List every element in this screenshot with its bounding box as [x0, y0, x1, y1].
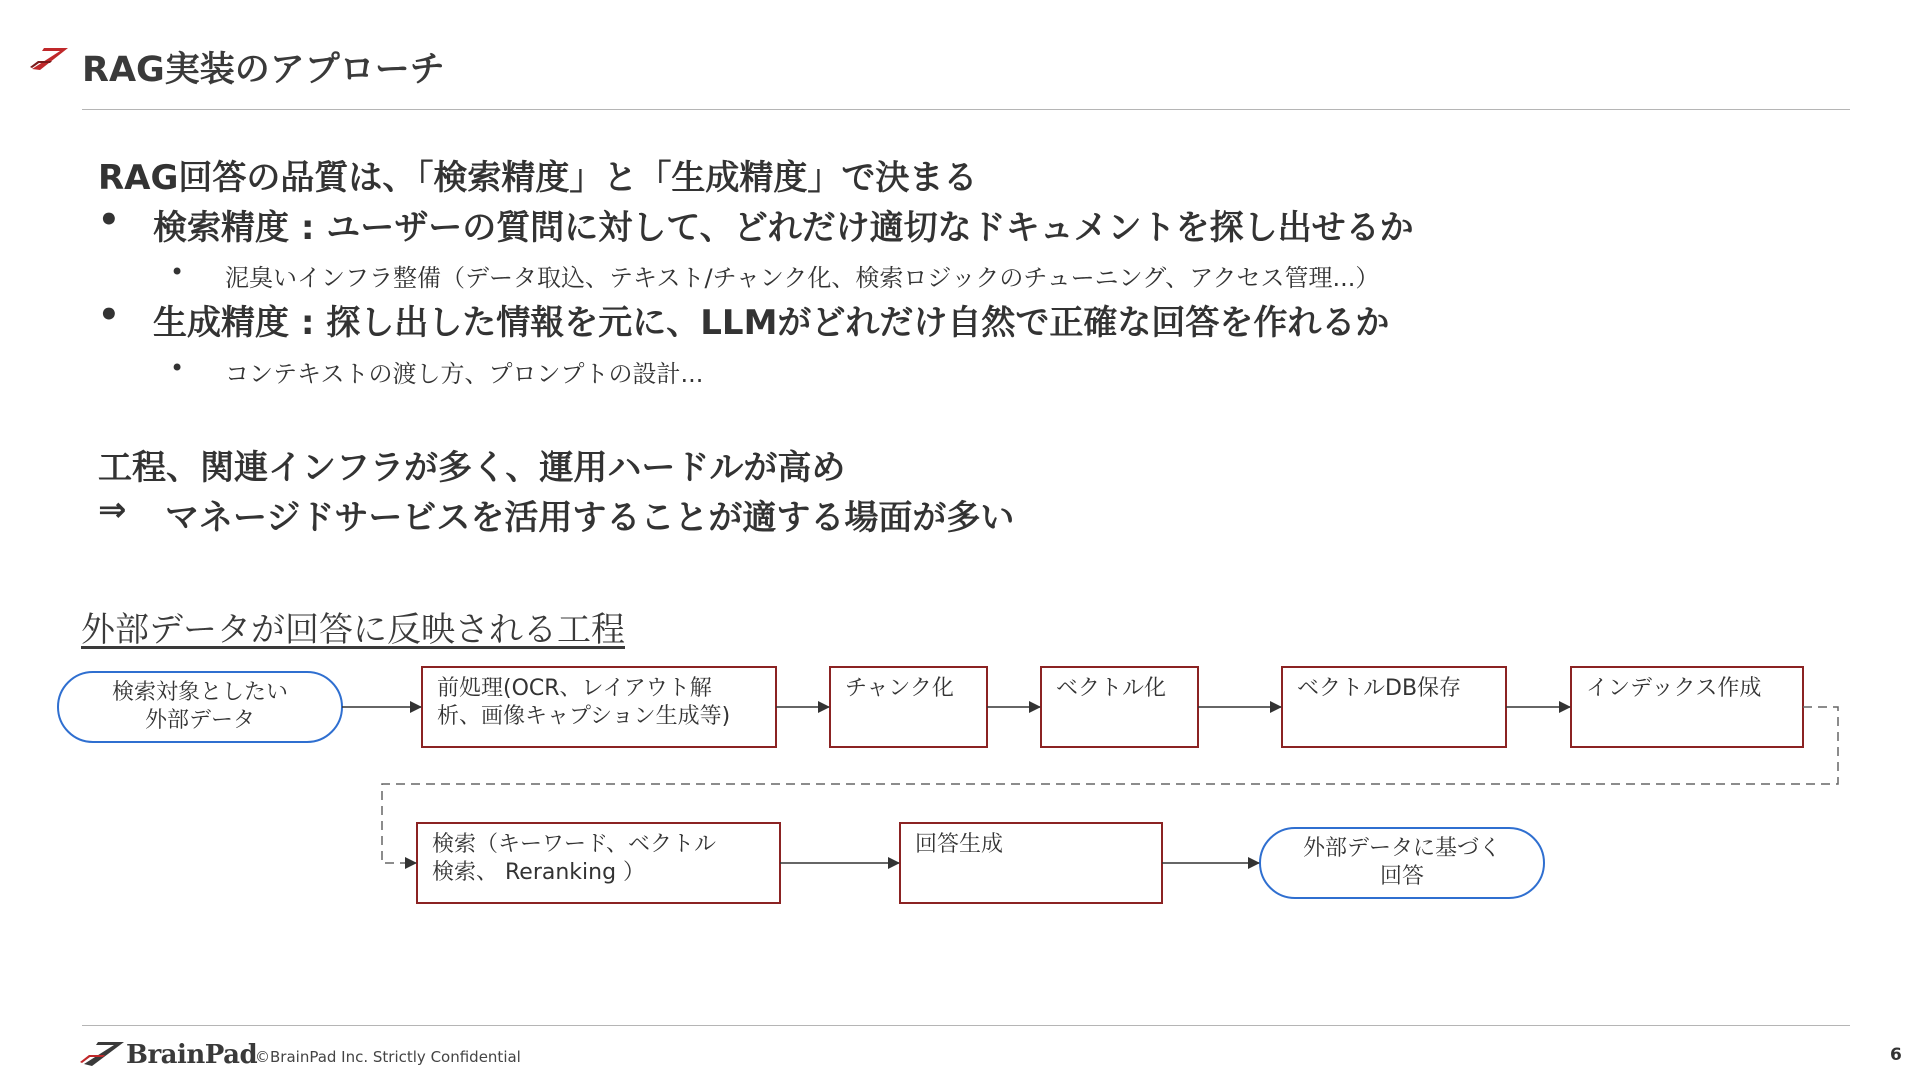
sub-bullet-infra: 泥臭いインフラ整備（データ取込、テキスト/チャンク化、検索ロジックのチューニング、アクセス管理...） [225, 264, 1380, 292]
sub-bullet-context: コンテキストの渡し方、プロンプトの設計... [225, 360, 704, 388]
footer-divider [82, 1025, 1850, 1026]
arrow-symbol: ⇒ [98, 490, 127, 530]
sub-bullet-marker: • [170, 354, 185, 382]
bullet-generation-accuracy: 生成精度 : 探し出した情報を元に、LLMがどれだけ自然で正確な回答を作れるか [153, 303, 1390, 343]
footer-copyright: ©BrainPad Inc. Strictly Confidential [255, 1048, 521, 1066]
footer-logo [80, 1040, 126, 1072]
bullet-search-accuracy: 検索精度 : ユーザーの質問に対して、どれだけ適切なドキュメントを探し出せるか [153, 208, 1414, 248]
end-node-grounded-answer: 外部データに基づく 回答 [1302, 836, 1501, 889]
sub-bullet-marker: • [170, 258, 185, 286]
step-preprocessing: 前処理(OCR、レイアウト解 析、画像キャプション生成等) [437, 676, 731, 729]
step-vectorization: ベクトル化 [1056, 676, 1167, 701]
summary-line-1: 工程、関連インフラが多く、運用ハードルが高め [98, 448, 846, 488]
step-index-creation: インデックス作成 [1586, 676, 1762, 701]
slide-title: RAG実装のアプローチ [82, 50, 445, 90]
page-number: 6 [1890, 1045, 1902, 1065]
summary-line-2: マネージドサービスを活用することが適する場面が多い [165, 498, 1015, 538]
flow-heading: 外部データが回答に反映される工程 [81, 610, 625, 650]
step-retrieval: 検索（キーワード、ベクトル 検索、 Reranking ） [432, 832, 717, 885]
step-vector-db-storage: ベクトルDB保存 [1297, 676, 1462, 701]
footer-brand-name: BrainPad [126, 1040, 258, 1070]
bullet-marker: • [98, 200, 120, 240]
lead-text: RAG回答の品質は、「検索精度」と「生成精度」で決まる [98, 158, 978, 198]
bullet-marker: • [98, 295, 120, 335]
step-answer-generation: 回答生成 [915, 832, 1004, 857]
brainpad-mark-icon [80, 1040, 126, 1068]
start-node-external-data: 検索対象としたい 外部データ [111, 680, 288, 733]
step-chunking: チャンク化 [845, 676, 954, 701]
